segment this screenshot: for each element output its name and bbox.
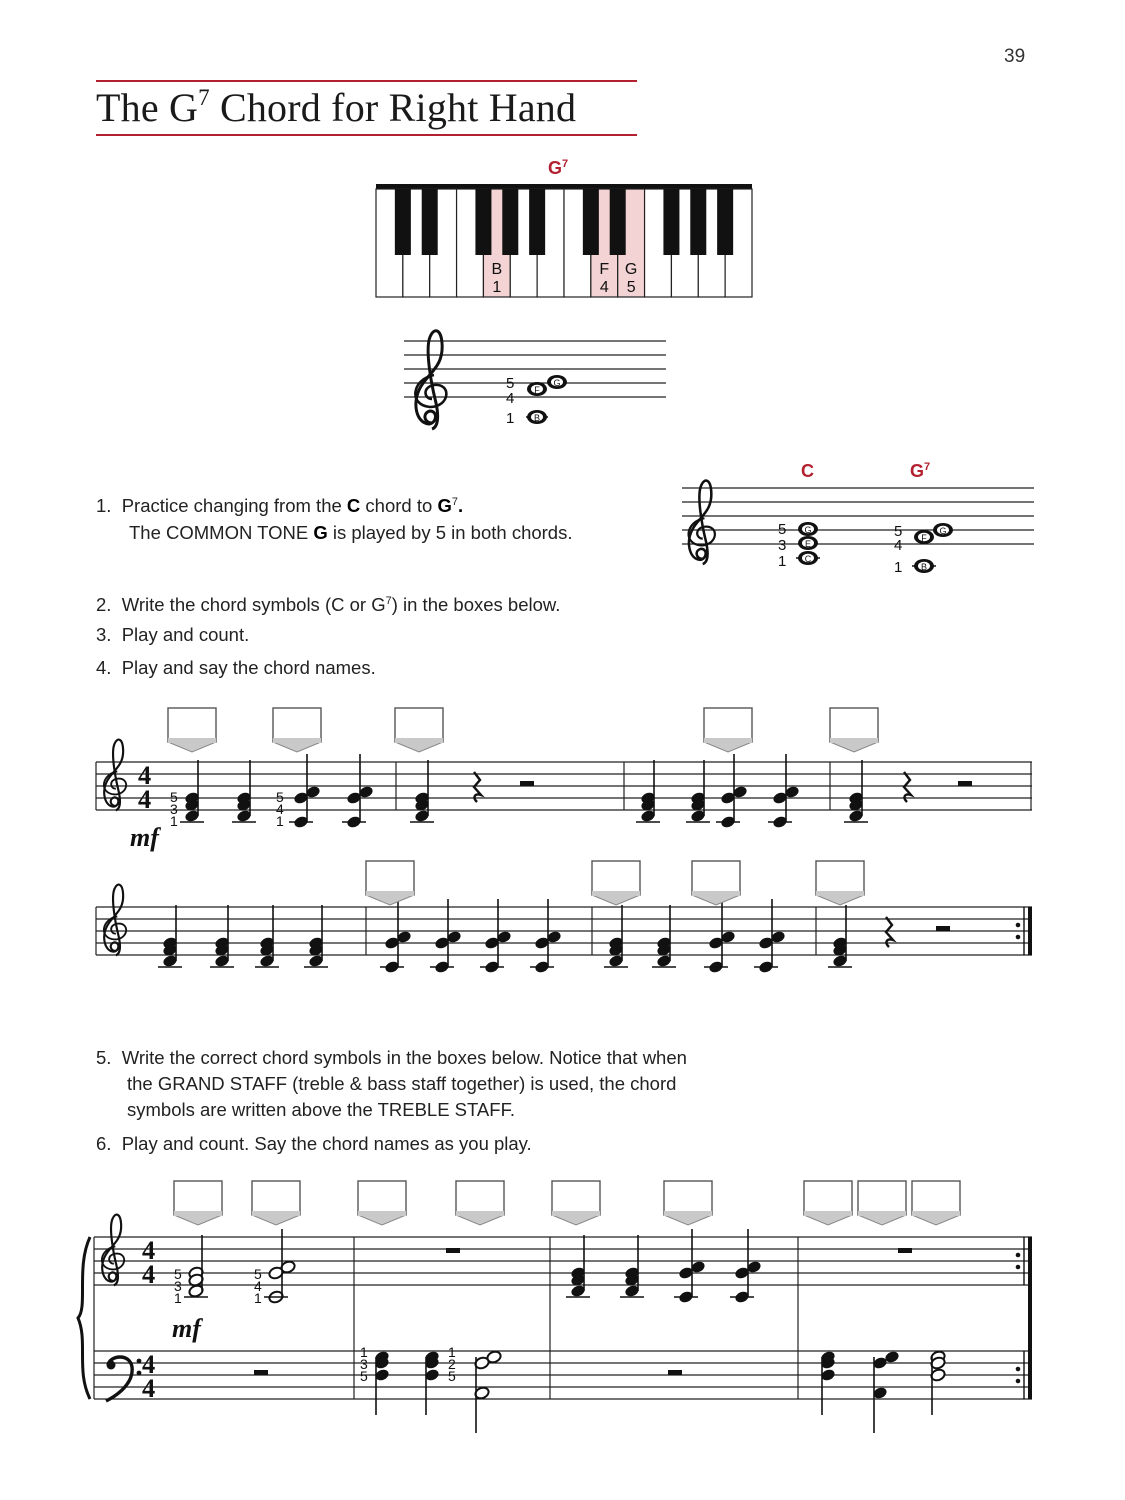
time-signature-top: 4: [142, 1349, 156, 1379]
finger-number: 2: [448, 1356, 456, 1372]
instruction-4: 4. Play and say the chord names.: [96, 657, 376, 678]
chord-notes: [930, 1350, 946, 1415]
black-key: [475, 189, 491, 255]
chord-notes: [232, 760, 256, 823]
chord-notes: [289, 754, 321, 829]
chord-symbol-c: C: [801, 461, 814, 481]
finger-number: 1: [360, 1344, 368, 1360]
svg-text:D: D: [507, 219, 513, 228]
chord-symbol-answer-box: [168, 708, 216, 752]
middle-c-label: [507, 192, 513, 246]
finger-number: 1: [276, 813, 284, 829]
chord-notes: [264, 1229, 296, 1304]
note-b: B: [533, 413, 541, 423]
finger-1: 1: [778, 553, 787, 570]
finger-number: 1: [254, 1290, 262, 1306]
finger-number: 4: [276, 801, 284, 817]
finger-number: 1: [448, 1344, 456, 1360]
key-finger-4: 4: [599, 279, 609, 296]
title-rule: [96, 80, 637, 136]
finger-number: 1: [170, 813, 178, 829]
chord-notes: [184, 1235, 208, 1298]
repeat-dot: [1016, 1367, 1021, 1372]
whole-rest-icon: [898, 1248, 912, 1253]
chord-notes: [410, 760, 434, 823]
chord-notes: [530, 899, 562, 974]
black-key: [395, 189, 411, 255]
chord-notes: [674, 1229, 706, 1304]
chord-symbol-answer-box: [592, 861, 640, 905]
instruction-2: 2. Write the chord symbols (C or $G^7$) in the boxes below.: [96, 594, 561, 615]
note-g: G: [939, 526, 947, 536]
instruction-1-common-tone: The COMMON TONE G is played by 5 in both chords.: [129, 522, 573, 543]
finger-number: 5: [174, 1266, 182, 1282]
chord-notes: [872, 1350, 900, 1433]
finger-number: 3: [360, 1356, 368, 1372]
svg-text:L: L: [508, 228, 513, 237]
chord-notes: [686, 760, 710, 823]
instruction-5-line-3: symbols are written above the TREBLE STAFF.: [127, 1099, 515, 1120]
time-signature-bottom: 4: [142, 1373, 156, 1403]
instruction-1: 1. Practice changing from the C chord to $G^7$.: [96, 495, 464, 516]
key-finger-5: 5: [626, 279, 636, 296]
repeat-dot: [1016, 923, 1021, 928]
svg-text:M: M: [507, 192, 514, 201]
finger-number: 5: [360, 1368, 368, 1384]
repeat-dot: [1016, 1379, 1021, 1384]
chord-symbol-answer-box: [252, 1181, 300, 1225]
chord-symbol-answer-box: [552, 1181, 600, 1225]
chord-notes: [374, 1350, 390, 1415]
note-f: F: [921, 533, 927, 543]
finger-number: 5: [170, 789, 178, 805]
chord-notes: [474, 1350, 502, 1433]
chord-notes: [255, 905, 279, 968]
chord-symbol-answer-box: [816, 861, 864, 905]
exercise-staff-1: [96, 700, 1036, 850]
chord-notes: [210, 905, 234, 968]
chord-notes: [566, 1235, 590, 1298]
chord-notes: [768, 754, 800, 829]
chord-symbol-answer-box: [664, 1181, 712, 1225]
instruction-5-line-2: the GRAND STAFF (treble & bass staff together) is used, the chord: [127, 1073, 677, 1094]
final-barline: [1028, 907, 1032, 955]
treble-clef-icon: [104, 885, 126, 956]
black-key: [690, 189, 706, 255]
finger-number: 3: [174, 1278, 182, 1294]
note-c: C: [804, 554, 812, 564]
chord-notes: [380, 899, 412, 974]
g7-chord-notes: [894, 523, 953, 576]
key-note-b: B: [491, 261, 503, 278]
whole-rest-icon: [668, 1370, 682, 1375]
black-key: [610, 189, 626, 255]
half-rest-icon: [520, 781, 534, 786]
finger-number: 3: [170, 801, 178, 817]
chord-symbol-answer-box: [358, 1181, 406, 1225]
finger-3: 3: [778, 537, 787, 554]
chord-symbol-answer-box: [858, 1181, 906, 1225]
chord-notes: [304, 905, 328, 968]
svg-text:D: D: [507, 210, 513, 219]
chord-notes: [604, 905, 628, 968]
note-b: B: [920, 562, 928, 572]
key-note-g: G: [624, 261, 638, 278]
time-signature-bottom: 4: [142, 1259, 156, 1289]
brace-icon: [78, 1237, 90, 1399]
treble-clef-icon: [104, 740, 126, 811]
black-key: [583, 189, 599, 255]
black-key: [663, 189, 679, 255]
treble-clef-icon: [102, 1215, 124, 1286]
chord-notes: [430, 899, 462, 974]
dynamic-mf: mf: [130, 823, 159, 852]
chord-symbol-answer-box: [174, 1181, 222, 1225]
c-chord-notes: [778, 521, 820, 570]
finger-number: 5: [276, 789, 284, 805]
chord-symbol-answer-box: [456, 1181, 504, 1225]
chord-symbol-answer-box: [912, 1181, 960, 1225]
chord-notes: [704, 899, 736, 974]
chord-notes: [716, 754, 748, 829]
instruction-5: 5. Write the correct chord symbols in the boxes below. Notice that when: [96, 1047, 687, 1068]
time-signature-top: 4: [138, 760, 152, 790]
instruction-3: 3. Play and count.: [96, 624, 250, 645]
time-signature-bottom: 4: [138, 784, 152, 814]
finger-number: 5: [448, 1368, 456, 1384]
finger-number: 1: [174, 1290, 182, 1306]
treble-clef-icon: [689, 481, 715, 565]
chord-notes: [424, 1350, 440, 1415]
finger-number: 4: [254, 1278, 262, 1294]
chord-notes: [730, 1229, 762, 1304]
chord-symbol-answer-box: [830, 708, 878, 752]
note-e: E: [804, 539, 812, 549]
half-rest-icon: [936, 926, 950, 931]
repeat-dot: [1016, 1253, 1021, 1258]
black-key: [717, 189, 733, 255]
chord-notes: [342, 754, 374, 829]
chord-notes: [754, 899, 786, 974]
half-rest-icon: [958, 781, 972, 786]
chord-notes: [820, 1350, 836, 1415]
chord-notes: [480, 899, 512, 974]
svg-text:E: E: [507, 237, 513, 246]
final-barline: [1028, 1237, 1032, 1399]
chord-notes: [652, 905, 676, 968]
finger-5: 5: [894, 523, 903, 540]
dynamic-mf: mf: [172, 1314, 201, 1343]
chord-symbol-answer-box: [395, 708, 443, 752]
finger-5: 5: [778, 521, 787, 538]
chord-notes: [158, 905, 182, 968]
time-signature-top: 4: [142, 1235, 156, 1265]
key-finger-1: 1: [492, 279, 502, 296]
chord-symbol-g7: $G^7$: [910, 461, 931, 481]
note-g: G: [553, 378, 561, 388]
note-g: G: [804, 525, 812, 535]
finger-5: 5: [506, 375, 515, 392]
page-number: 39: [1004, 46, 1026, 67]
piano-keyboard: [376, 184, 752, 299]
chord-notes: [844, 760, 868, 823]
chord-symbol-answer-box: [692, 861, 740, 905]
grand-staff: [76, 1175, 1036, 1435]
finger-1: 1: [894, 559, 903, 576]
repeat-dot: [1016, 1265, 1021, 1270]
repeat-dot: [1016, 935, 1021, 940]
keyboard-chord-label: $G^7$: [548, 158, 569, 178]
finger-4: 4: [894, 537, 903, 554]
page-title: The $G^7$ Chord for Right Hand: [96, 85, 577, 130]
chord-symbol-answer-box: [366, 861, 414, 905]
chord-symbol-answer-box: [704, 708, 752, 752]
chord-notes: [636, 760, 660, 823]
finger-1: 1: [506, 410, 515, 427]
chord-notes: [620, 1235, 644, 1298]
whole-rest-icon: [446, 1248, 460, 1253]
c-g7-example-staff: [682, 488, 1034, 578]
instruction-6: 6. Play and count. Say the chord names as you play.: [96, 1133, 532, 1154]
black-key: [529, 189, 545, 255]
exercise-staff-2: [96, 855, 1036, 990]
chord-symbol-answer-box: [804, 1181, 852, 1225]
note-f: F: [534, 385, 540, 395]
whole-rest-icon: [254, 1370, 268, 1375]
svg-text:I: I: [509, 201, 512, 210]
chord-symbol-answer-box: [273, 708, 321, 752]
treble-clef-icon: [415, 331, 446, 429]
g7-chord-staff: [404, 325, 666, 435]
black-key: [422, 189, 438, 255]
chord-notes: [828, 905, 852, 968]
finger-number: 5: [254, 1266, 262, 1282]
chord-notes: [180, 760, 204, 823]
finger-4: 4: [506, 390, 515, 407]
key-note-f: F: [599, 261, 610, 278]
